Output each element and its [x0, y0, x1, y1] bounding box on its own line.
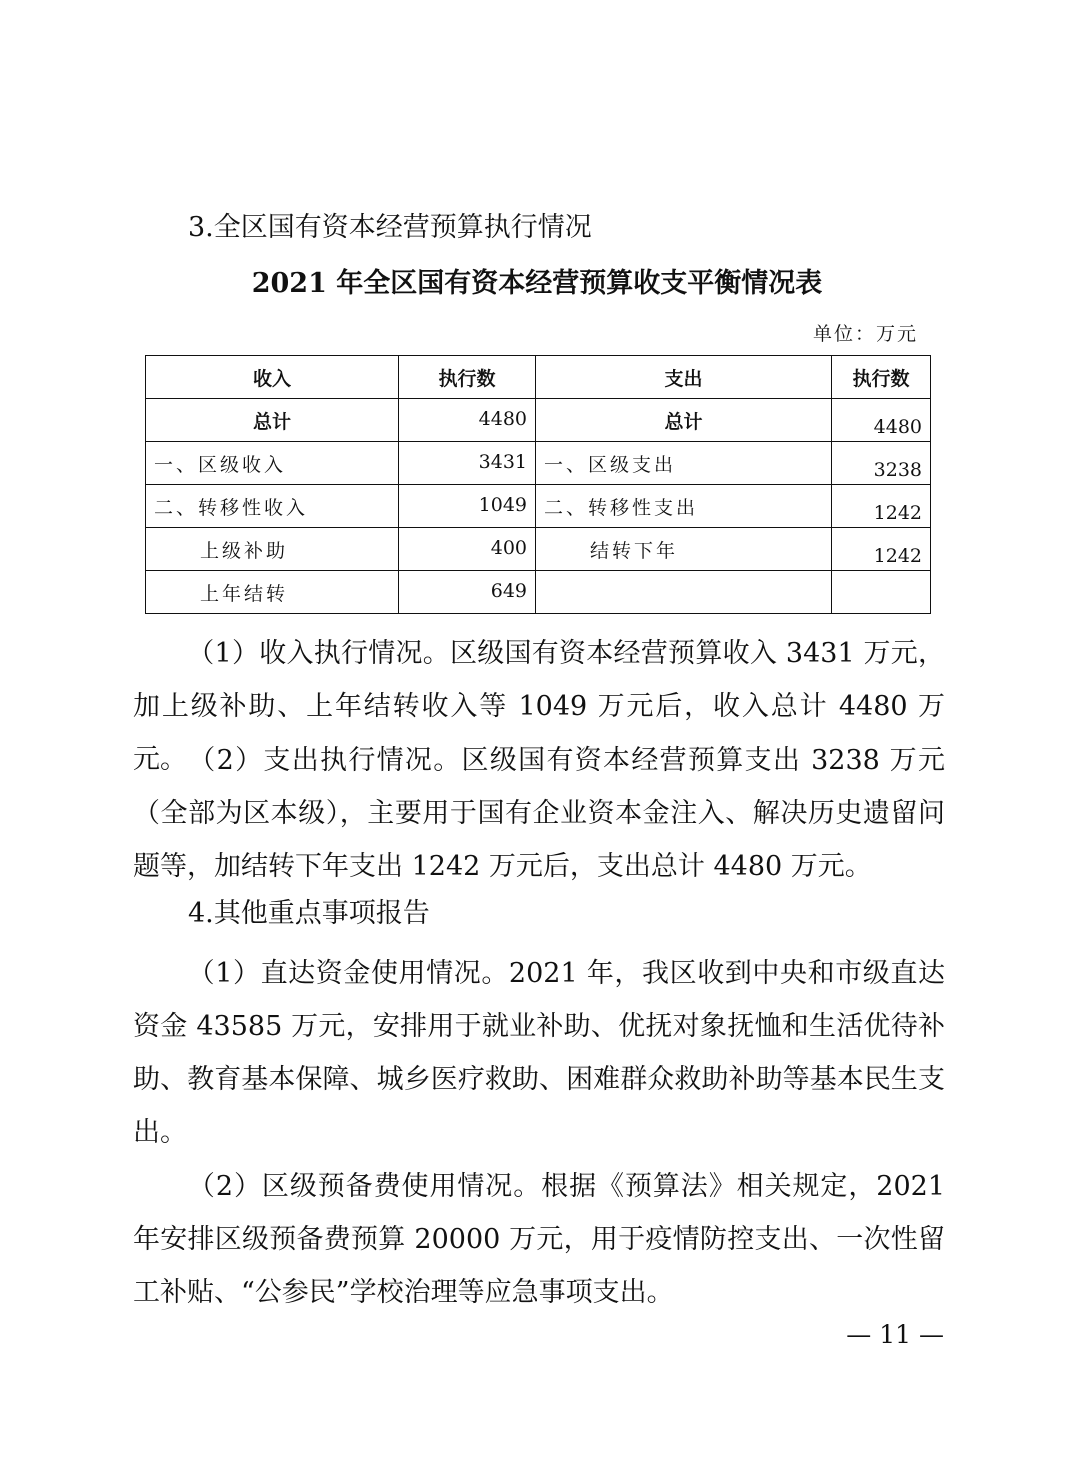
income-label-cell: 一、区级收入 — [146, 442, 399, 485]
expense-value-cell — [832, 571, 931, 614]
income-label-cell: 总计 — [146, 399, 399, 442]
table-row — [146, 571, 931, 614]
header-income: 收入 — [146, 356, 399, 399]
header-expense-amount: 执行数 — [832, 356, 931, 399]
income-value-cell: 400 — [399, 528, 536, 571]
direct-funds-paragraph — [133, 947, 945, 1159]
income-value-cell: 1049 — [399, 485, 536, 528]
income-value-cell: 649 — [399, 571, 536, 614]
reserve-fund-paragraph — [133, 1160, 945, 1319]
reserve-fund-text: （2）区级预备费使用情况。根据《预算法》相关规定，2021 年安排区级预备费预算 20000 万元，用于疫情防控支出、一次性留工补贴、“公参民”学校治理等应急事项支出。 — [133, 1171, 945, 1308]
table-header-row — [146, 356, 931, 399]
section-3-heading: 3.全区国有资本经营预算执行情况 — [188, 212, 592, 243]
expense-label-cell — [536, 571, 832, 614]
table-row — [146, 442, 931, 485]
income-execution-text: （1）收入执行情况。区级国有资本经营预算收入 3431 万元，加上级补助、上年结转收入等 1049 万元后，收入总计 4480 万元。 — [133, 638, 945, 775]
income-label-cell: 上年结转 — [146, 571, 399, 614]
expense-label-cell: 一、区级支出 — [536, 442, 832, 485]
section-4-heading: 4.其他重点事项报告 — [188, 898, 430, 929]
expense-value-cell: 3238 — [832, 442, 931, 485]
expense-execution-text: （2）支出执行情况。区级国有资本经营预算支出 3238 万元（全部为区本级），主要用于国有企业资本金注入、解决历史遗留问题等，加结转下年支出 1242 万元后，支出总计 4480 万元。 — [133, 745, 945, 882]
budget-balance-table — [145, 355, 931, 614]
income-value-cell: 4480 — [399, 399, 536, 442]
header-income-amount: 执行数 — [399, 356, 536, 399]
expense-label-cell: 二、转移性支出 — [536, 485, 832, 528]
income-value-cell: 3431 — [399, 442, 536, 485]
table-row — [146, 528, 931, 571]
expense-label-cell: 总计 — [536, 399, 832, 442]
income-label-cell: 上级补助 — [146, 528, 399, 571]
expense-label-cell: 结转下年 — [536, 528, 832, 571]
expense-value-cell: 1242 — [832, 485, 931, 528]
table-row — [146, 399, 931, 442]
income-label-cell: 二、转移性收入 — [146, 485, 399, 528]
expense-value-cell: 1242 — [832, 528, 931, 571]
header-expense: 支出 — [536, 356, 832, 399]
expense-execution-paragraph — [133, 734, 945, 893]
page-number: — 11 — — [846, 1320, 944, 1349]
direct-funds-text: （1）直达资金使用情况。2021 年，我区收到中央和市级直达资金 43585 万元，安排用于就业补助、优抚对象抚恤和生活优待补助、教育基本保障、城乡医疗救助、困难群众救助补助等基本民生支出。 — [133, 958, 945, 1148]
table-unit-label: 单位：万元 — [812, 323, 918, 345]
expense-value-cell: 4480 — [832, 399, 931, 442]
table-row — [146, 485, 931, 528]
table-title: 2021 年全区国有资本经营预算收支平衡情况表 — [251, 268, 823, 299]
